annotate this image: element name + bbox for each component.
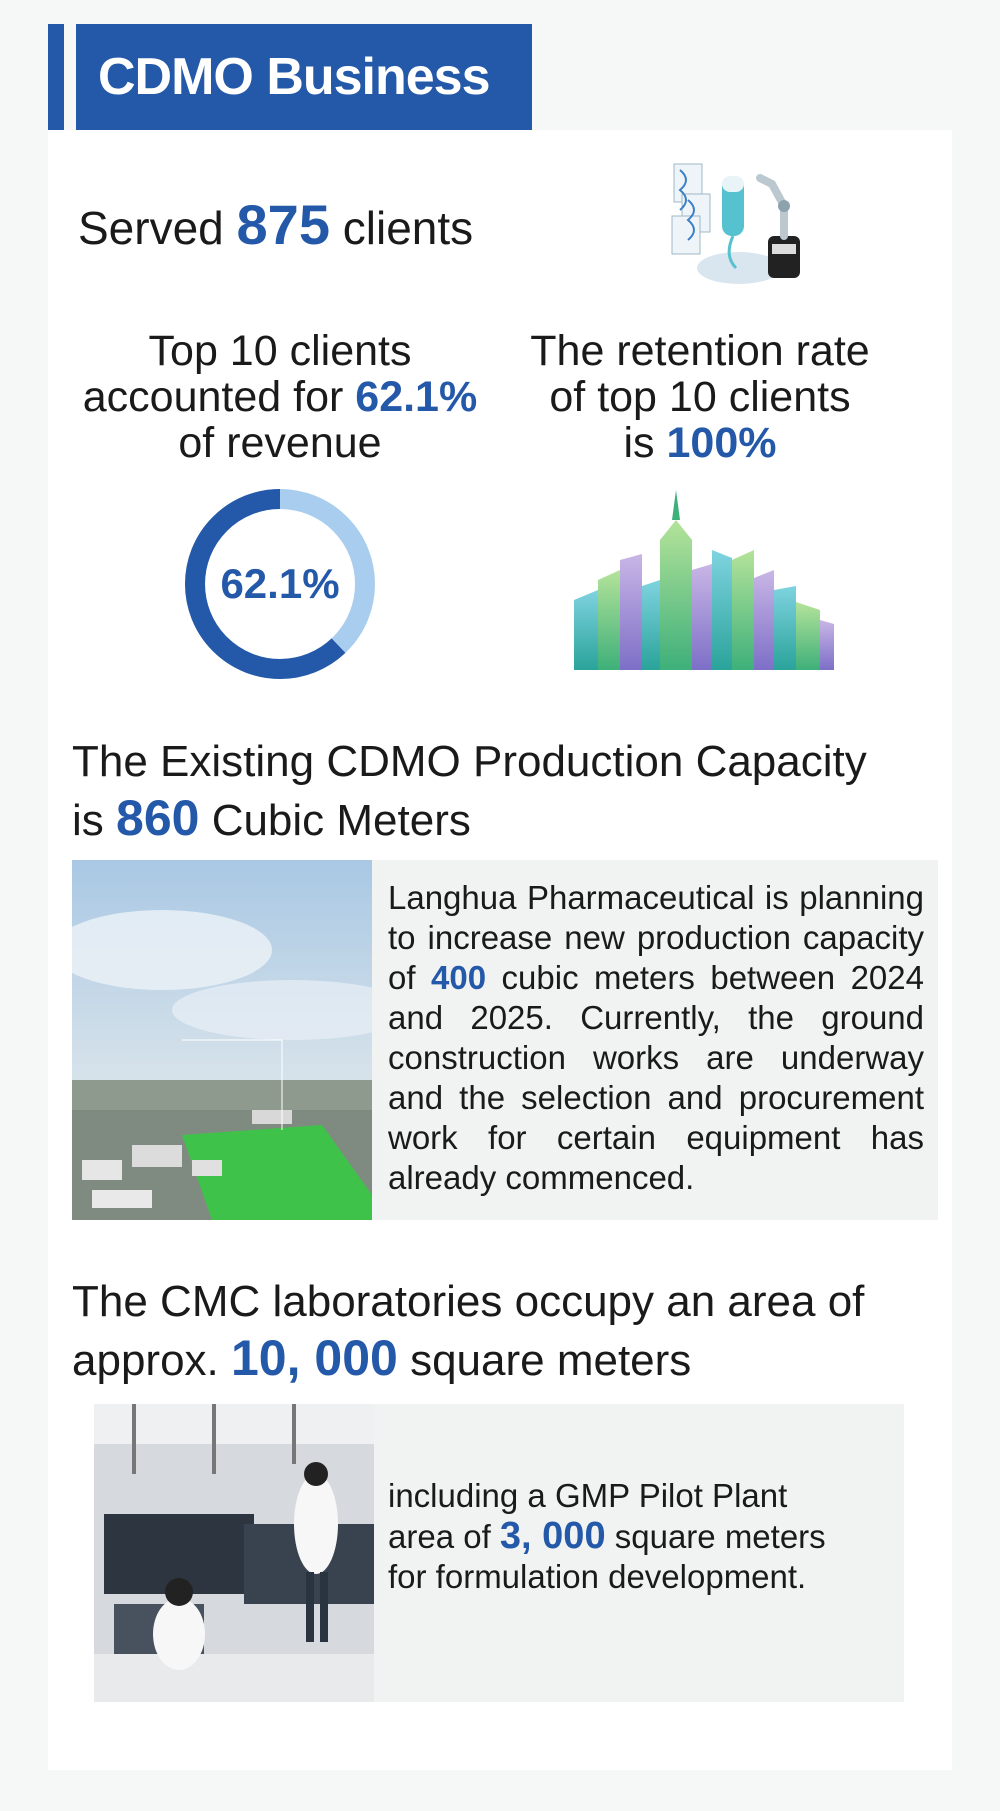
cmc-value: 10, 000 [231, 1330, 398, 1386]
city-skyline-illustration [568, 490, 838, 670]
served-clients [78, 192, 473, 257]
cmc-text-line1: including a GMP Pilot Plant [388, 1477, 788, 1514]
retention-line1: The retention rate [530, 327, 870, 375]
capacity-text-suffix: cubic meters between 2024 and 2025. Currently, the ground construction works are underway and the selection and procurement work for certain equipment has already commenced. [388, 959, 924, 1196]
capacity-line2-suffix: Cubic Meters [211, 796, 471, 845]
capacity-text-prefix: Langhua Pharmaceutical is planning to increase new production capacity of [388, 879, 924, 996]
cmc-text-line2 [388, 1516, 848, 1557]
cmc-text-value: 3, 000 [499, 1515, 606, 1557]
cmc-text-line2-suffix: square meters [614, 1518, 826, 1555]
top10-line3: of revenue [178, 419, 382, 467]
capacity-heading [72, 734, 867, 849]
served-prefix: Served [78, 202, 224, 254]
capacity-value: 860 [116, 790, 200, 846]
cmc-line2 [72, 1330, 864, 1389]
cmc-line2-prefix: approx. [72, 1336, 219, 1385]
top10-line1: Top 10 clients [148, 327, 412, 375]
title-bar [48, 24, 532, 130]
retention-stat [500, 328, 900, 466]
revenue-donut [182, 486, 378, 682]
cmc-line1: The CMC laboratories occupy an area of [72, 1277, 865, 1326]
served-value: 875 [236, 193, 330, 256]
lab-robot-icon [664, 156, 814, 296]
title-accent [48, 24, 64, 130]
top10-line2-prefix: accounted for [82, 373, 344, 421]
retention-line3-prefix: is [623, 419, 655, 467]
aerial-site-photo [72, 860, 372, 1220]
top10-value: 62.1% [355, 373, 478, 421]
cmc-line2-suffix: square meters [410, 1336, 692, 1385]
donut-label: 62.1% [220, 560, 340, 607]
retention-line3 [500, 420, 900, 466]
capacity-line2-prefix: is [72, 796, 104, 845]
top10-line2 [60, 374, 500, 420]
cmc-text-line3: for formulation development. [388, 1558, 807, 1595]
cmc-text-line2-prefix: area of [388, 1518, 491, 1555]
served-suffix: clients [342, 202, 474, 254]
capacity-text-value: 400 [431, 959, 487, 996]
capacity-description [388, 878, 924, 1198]
top10-revenue-stat [60, 328, 500, 466]
laboratory-photo [94, 1404, 374, 1702]
cmc-description [388, 1476, 848, 1597]
capacity-line1: The Existing CDMO Production Capacity [72, 737, 867, 786]
capacity-line2 [72, 790, 867, 849]
cmc-heading [72, 1274, 864, 1389]
page-title: CDMO Business [76, 24, 532, 130]
retention-value: 100% [666, 419, 777, 467]
retention-line2: of top 10 clients [549, 373, 851, 421]
